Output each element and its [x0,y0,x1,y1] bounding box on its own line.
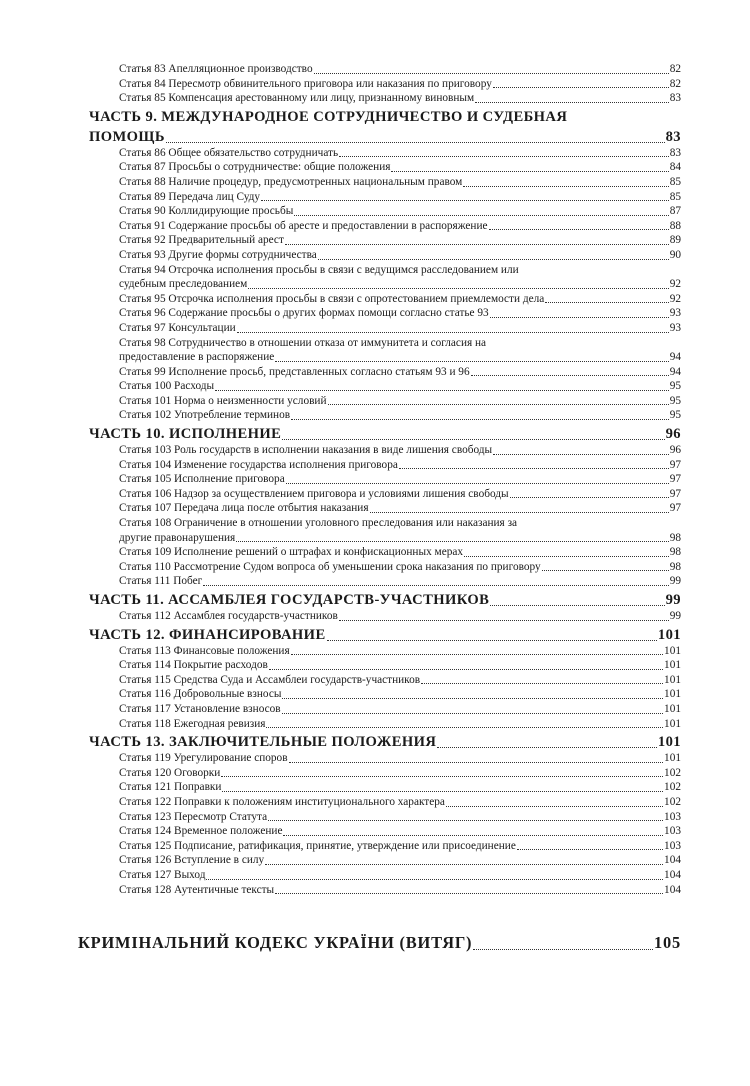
article-group [89,365,681,423]
toc-entry [119,458,681,473]
part-heading [89,592,681,609]
page-number: 93 [669,307,681,320]
dot-leader [275,893,663,894]
toc-entry [119,717,681,732]
article-title: Статья 99 Исполнение просьб, представленных согласно статьям 93 и 96 [119,365,470,378]
toc-entry [119,379,681,394]
part-title: ЧАСТЬ 12. ФИНАНСИРОВАНИЕ [89,626,326,643]
page-number: 82 [669,77,681,90]
dot-leader [248,288,668,289]
article-title: Статья 116 Добровольные взносы [119,688,282,701]
article-title: Статья 128 Аутентичные тексты [119,883,275,896]
toc-entry [119,146,681,161]
article-title: Статья 86 Общее обязательство сотрудничать [119,146,339,159]
article-title: Статья 92 Предварительный арест [119,234,284,247]
page-number: 103 [664,825,681,838]
toc-entry [119,780,681,795]
dot-leader [269,669,663,670]
page-number: 99 [669,610,681,622]
page-number: 93 [669,321,681,334]
dot-leader [421,683,663,684]
dot-leader [339,620,669,621]
article-title: Статья 83 Апелляционное производство [119,63,313,75]
article-title: Статья 121 Поправки [119,781,222,794]
article-title: Статья 124 Временное положение [119,825,283,838]
article-title: Статья 103 Роль государств в исполнении наказания в виде лишения свободы [119,444,493,457]
toc-entry [119,204,681,219]
table-of-contents [89,62,681,897]
page-number: 101 [664,659,681,672]
dot-leader [286,483,669,484]
article-group [89,644,681,732]
article-title: Статья 126 Вступление в силу [119,854,265,867]
dot-leader [517,849,663,850]
page-number: 98 [669,560,681,573]
toc-entry [119,609,681,624]
toc-entry [119,277,681,292]
article-title: Статья 101 Норма о неизменности условий [119,394,327,407]
page-number: 95 [669,409,681,422]
page-number: 95 [669,394,681,407]
toc-entry [119,560,681,575]
dot-leader [291,654,663,655]
article-title: Статья 114 Покрытие расходов [119,659,268,672]
dot-leader [475,102,669,103]
dot-leader [446,806,663,807]
article-title: Статья 110 Рассмотрение Судом вопроса об уменьшении срока наказания по приговору [119,560,541,573]
article-title: Статья 123 Пересмотр Статута [119,810,268,823]
article-group [89,545,681,589]
toc-entry [119,751,681,766]
page-number: 101 [664,752,681,765]
dot-leader [203,585,668,586]
article-title: Статья 90 Коллидирующие просьбы [119,205,294,218]
dot-leader [391,171,668,172]
toc-entry [119,839,681,854]
toc-entry [119,853,681,868]
dot-leader [282,439,664,440]
toc-entry [119,248,681,263]
toc-entry [119,810,681,825]
article-title: судебным преследованием [119,278,248,291]
part-heading [89,129,681,146]
dot-leader [275,361,668,362]
article-title: Статья 117 Установление взносов [119,702,281,715]
dot-leader [463,186,668,187]
article-group [89,443,681,516]
article-title: Статья 98 Сотрудничество в отношении отказа от иммунитета и согласия на [119,336,487,349]
dot-leader [493,87,669,88]
page-number: 97 [669,487,681,500]
page-number: 89 [669,234,681,247]
page-number: 104 [664,883,681,896]
article-title: Статья 122 Поправки к положениям институционального характера [119,795,445,808]
page-number: 101 [664,717,681,730]
toc-entry [119,160,681,175]
toc-entry [119,219,681,234]
dot-leader [206,879,663,880]
article-title: Статья 100 Расходы [119,380,215,393]
page-number: 94 [669,351,681,364]
page-number: 96 [669,444,681,457]
page-number: 85 [669,190,681,203]
article-title: Статья 108 Ограничение в отношении уголовного преследования или наказания за [119,517,518,530]
dot-leader [236,541,668,542]
toc-entry [119,673,681,688]
page-number: 85 [669,175,681,188]
article-title: Статья 120 Оговорки [119,766,221,779]
toc-entry [119,321,681,336]
article-group [89,609,681,624]
dot-leader [545,302,668,303]
article-title: Статья 87 Просьбы о сотрудничестве: общие положения [119,161,391,174]
article-title: Статья 85 Компенсация арестованному или лицу, признанному виновным [119,92,475,105]
article-title: Статья 96 Содержание просьбы о других формах помощи согласно статье 93 [119,307,489,320]
part-heading [89,426,681,443]
article-title: Статья 84 Пересмотр обвинительного приговора или наказания по приговору [119,77,492,90]
article-title: Статья 97 Консультации [119,321,236,334]
toc-entry [119,574,681,589]
page-number: 98 [669,546,681,559]
dot-leader [215,390,669,391]
page-number: 96 [665,426,681,443]
dot-leader [237,332,669,333]
article-title: Статья 111 Побег [119,575,203,588]
dot-leader [510,497,669,498]
code-heading [78,933,681,953]
toc-entry [119,824,681,839]
toc-entry [119,702,681,717]
toc-entry [119,545,681,560]
part-title: ЧАСТЬ 11. АССАМБЛЕЯ ГОСУДАРСТВ-УЧАСТНИКОВ [89,592,490,608]
page-number: 90 [669,248,681,261]
toc-entry [119,644,681,659]
dot-leader [489,229,669,230]
toc-entry [119,91,681,106]
dot-leader [399,468,669,469]
page-number: 101 [657,626,681,643]
article-title: Статья 109 Исполнение решений о штрафах и конфискационных мерах [119,546,464,559]
toc-entry [119,233,681,248]
page-number: 102 [664,795,681,808]
dot-leader [282,698,663,699]
page-number: 92 [669,278,681,291]
dot-leader [283,835,663,836]
article-title: Статья 127 Выход [119,868,206,881]
dot-leader [328,404,669,405]
article-title: Статья 125 Подписание, ратификация, принятие, утверждение или присоединение [119,839,516,852]
page-number: 104 [664,868,681,881]
page-number: 82 [669,63,681,75]
page-number: 87 [669,205,681,218]
page-number: 101 [664,644,681,657]
page-number: 94 [669,365,681,378]
dot-leader [294,215,668,216]
page-number: 97 [669,458,681,471]
dot-leader [265,864,663,865]
dot-leader [166,142,665,143]
toc-entry [119,408,681,423]
toc-entry [119,795,681,810]
page-number: 83 [669,146,681,159]
part-heading: ЧАСТЬ 9. МЕЖДУНАРОДНОЕ СОТРУДНИЧЕСТВО И СУДЕБНАЯ [89,108,568,125]
toc-entry [119,175,681,190]
page-number: 103 [664,839,681,852]
article-title: Статья 113 Финансовые положения [119,644,290,657]
toc-entry [119,531,681,546]
dot-leader [370,512,669,513]
dot-leader [493,454,669,455]
page-number: 84 [669,161,681,174]
toc-entry [119,292,681,307]
article-group [89,751,681,897]
page-number: 97 [669,473,681,486]
toc-entry [119,687,681,702]
page-number: 102 [664,766,681,779]
page-number: 83 [669,92,681,105]
toc-entry [119,394,681,409]
toc-entry [119,306,681,321]
article-title: Статья 91 Содержание просьбы об аресте и предоставлении в распоряжение [119,219,488,232]
toc-entry [119,472,681,487]
article-title: Статья 107 Передача лица после отбытия наказания [119,502,369,515]
dot-leader [473,949,653,950]
page-number: 99 [665,592,681,608]
dot-leader [339,156,669,157]
dot-leader [490,605,664,606]
article-title: Статья 105 Исполнение приговора [119,473,285,486]
toc-entry [119,365,681,380]
page-number: 88 [669,219,681,232]
article-title: Статья 104 Изменение государства исполнения приговора [119,458,398,471]
dot-leader [289,762,664,763]
dot-leader [221,776,663,777]
page-number: 92 [669,292,681,305]
article-title: Статья 89 Передача лиц Суду [119,190,261,203]
article-title: другие правонарушения [119,531,236,544]
article-title: Статья 88 Наличие процедур, предусмотренных национальным правом [119,175,463,188]
toc-entry [119,883,681,898]
article-title: Статья 115 Средства Суда и Ассамблеи государств-участников [119,673,421,686]
page-number: 99 [669,575,681,588]
page-number: 103 [664,810,681,823]
dot-leader [464,556,669,557]
page-number: 102 [664,781,681,794]
toc-entry [119,77,681,92]
article-title: Статья 119 Урегулирование споров [119,752,288,765]
page-number: 104 [664,854,681,867]
part-heading [89,734,681,751]
article-title: Статья 93 Другие формы сотрудничества [119,248,317,261]
article-title: Статья 95 Отсрочка исполнения просьбы в связи с опротестованием приемлемости дела [119,292,545,305]
dot-leader [542,570,669,571]
toc-entry [119,766,681,781]
article-title: Статья 102 Употребление терминов [119,409,291,422]
dot-leader [268,820,663,821]
page-number: 83 [665,128,681,145]
toc-entry [119,868,681,883]
toc-entry [119,443,681,458]
page-number: 101 [664,702,681,715]
page-number: 101 [664,688,681,701]
part-heading [89,627,681,644]
dot-leader [291,419,669,420]
dot-leader [471,375,669,376]
page-number: 98 [669,531,681,544]
article-group [89,146,681,263]
page-number: 105 [654,933,681,952]
part-title: ПОМОЩЬ [89,128,165,145]
article-group [89,292,681,336]
code-title: КРИМІНАЛЬНИЙ КОДЕКС УКРАЇНИ (ВИТЯГ) [78,933,473,952]
dot-leader [282,713,663,714]
dot-leader [314,73,669,74]
article-group [89,62,681,106]
toc-entry [119,658,681,673]
page-number: 101 [664,673,681,686]
toc-entry [119,190,681,205]
toc-entry [119,62,681,77]
dot-leader [490,317,669,318]
page-number: 97 [669,502,681,515]
dot-leader [437,747,657,748]
article-title: Статья 118 Ежегодная ревизия [119,717,266,730]
dot-leader [318,259,669,260]
dot-leader [266,727,663,728]
toc-entry [119,350,681,365]
toc-entry [119,487,681,502]
part-title: ЧАСТЬ 13. ЗАКЛЮЧИТЕЛЬНЫЕ ПОЛОЖЕНИЯ [89,734,437,751]
article-title: Статья 94 Отсрочка исполнения просьбы в связи с ведущимся расследованием или [119,263,519,276]
dot-leader [261,200,669,201]
page-number: 101 [657,734,681,751]
article-title: Статья 106 Надзор за осуществлением приговора и условиями лишения свободы [119,487,509,500]
dot-leader [327,640,657,641]
dot-leader [222,791,663,792]
article-title: предоставление в распоряжение [119,351,275,364]
article-title: Статья 112 Ассамблея государств-участников [119,610,338,622]
page-number: 95 [669,380,681,393]
dot-leader [285,244,669,245]
part-title: ЧАСТЬ 10. ИСПОЛНЕНИЕ [89,426,282,443]
toc-entry [119,501,681,516]
